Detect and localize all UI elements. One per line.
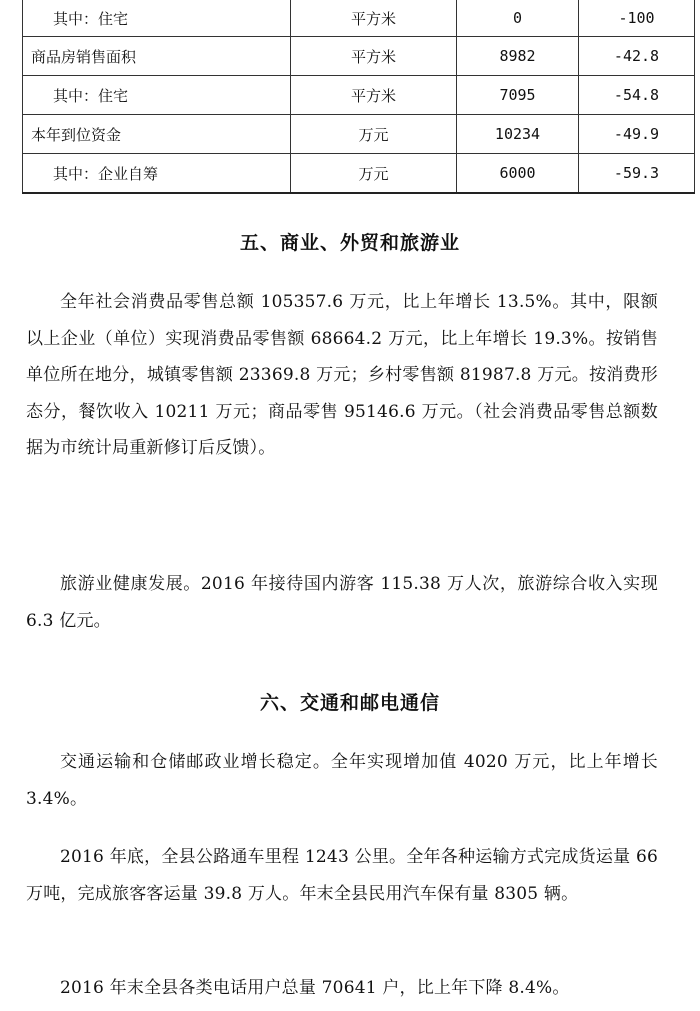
row-change: -49.9 — [579, 115, 695, 154]
statistics-table-body — [23, 0, 695, 193]
row-value: 7095 — [457, 76, 579, 115]
table-row — [23, 37, 695, 76]
row-change: -59.3 — [579, 154, 695, 194]
row-name: 其中：住宅 — [23, 0, 291, 37]
row-unit: 平方米 — [291, 0, 457, 37]
row-unit: 万元 — [291, 154, 457, 194]
row-name: 其中：企业自筹 — [23, 154, 291, 194]
row-value: 6000 — [457, 154, 579, 194]
row-change: -42.8 — [579, 37, 695, 76]
paragraph-roads: 2016 年底，全县公路通车里程 1243 公里。全年各种运输方式完成货运量 66 万吨，完成旅客客运量 39.8 万人。年末全县民用汽车保有量 8305 辆。 — [26, 847, 658, 904]
row-change: -54.8 — [579, 76, 695, 115]
row-value: 8982 — [457, 37, 579, 76]
table-row — [23, 0, 695, 37]
row-name: 其中：住宅 — [23, 76, 291, 115]
statistics-table — [22, 0, 695, 194]
table-row — [23, 154, 695, 194]
row-change: -100 — [579, 0, 695, 37]
row-name: 商品房销售面积 — [23, 37, 291, 76]
paragraph-transport: 交通运输和仓储邮政业增长稳定。全年实现增加值 4020 万元，比上年增长 3.4%。 — [26, 752, 658, 809]
table-row — [23, 76, 695, 115]
table-row — [23, 115, 695, 154]
row-unit: 平方米 — [291, 76, 457, 115]
row-name: 本年到位资金 — [23, 115, 291, 154]
section-heading-transport: 六、交通和邮电通信 — [259, 692, 440, 714]
paragraph-tourism: 旅游业健康发展。2016 年接待国内游客 115.38 万人次，旅游综合收入实现 6.3 亿元。 — [26, 574, 658, 631]
row-value: 10234 — [457, 115, 579, 154]
paragraph-telephone: 2016 年末全县各类电话用户总量 70641 户，比上年下降 8.4%。 — [60, 978, 570, 998]
row-unit: 万元 — [291, 115, 457, 154]
paragraph-retail-sales: 全年社会消费品零售总额 105357.6 万元，比上年增长 13.5%。其中，限额以上企业（单位）实现消费品零售额 68664.2 万元，比上年增长 19.3%。按销售单位所在地分，城镇零售额 23369.8 万元；乡村零售额 81987.8 万元。按消费形态分，餐饮收入 10211 万元；商品零售 95146.6 万元。（社会消费品零售总额数据为市统计局重新修订后反馈）。 — [26, 292, 658, 458]
row-value: 0 — [457, 0, 579, 37]
row-unit: 平方米 — [291, 37, 457, 76]
section-heading-commerce: 五、商业、外贸和旅游业 — [239, 232, 460, 254]
